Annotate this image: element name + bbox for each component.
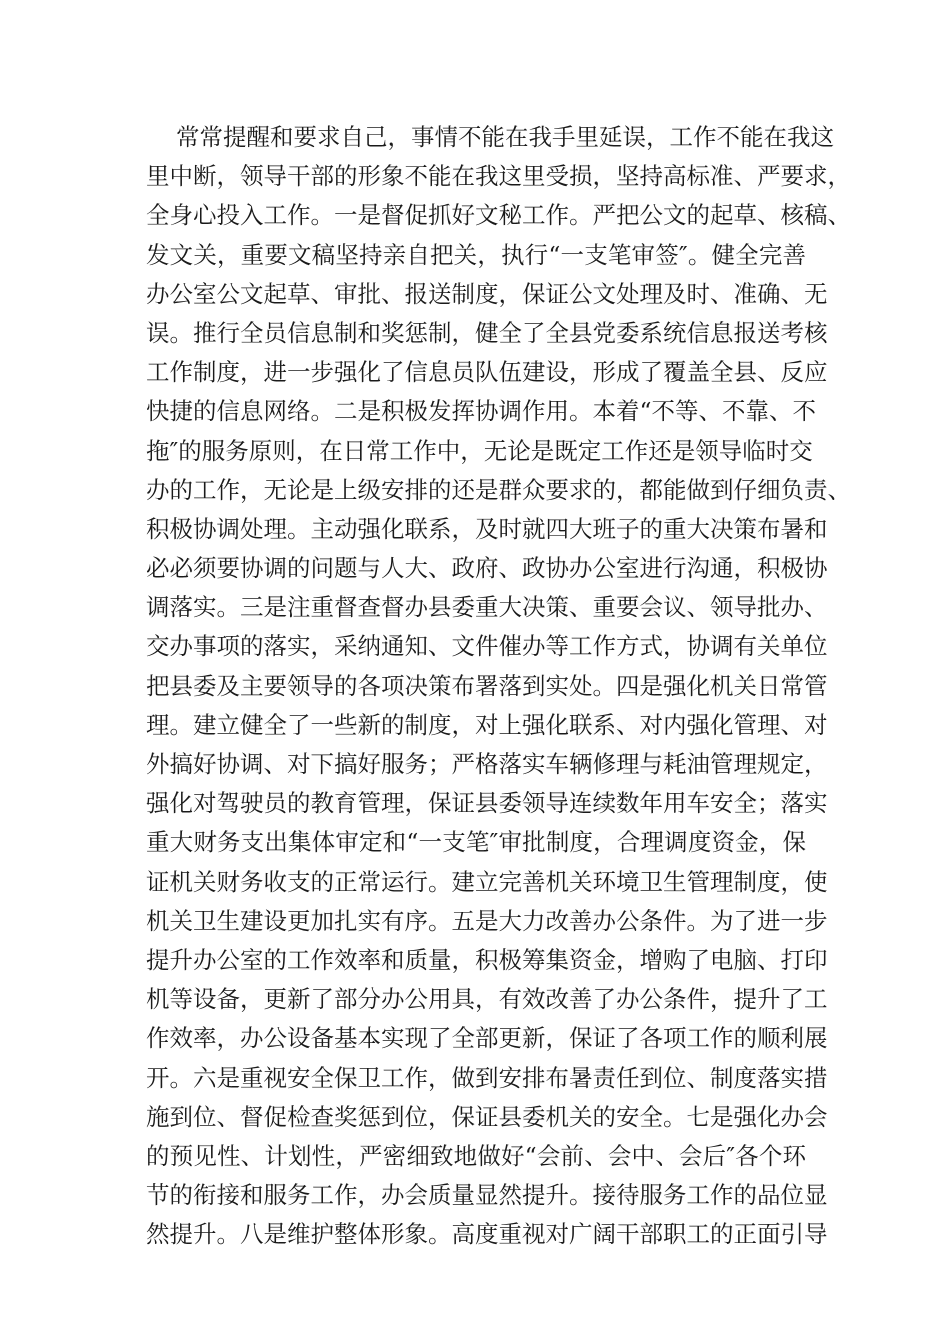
- text-line: 开。六是重视安全保卫工作，做到安排布暑责任到位、制度落实措: [146, 1063, 828, 1092]
- text-line: 发文关，重要文稿坚持亲自把关，执行“一支笔审签″。健全完善: [146, 240, 806, 269]
- text-line: 机关卫生建设更加扎实有序。五是大力改善办公条件。为了进一步: [146, 906, 828, 935]
- text-line: 办的工作，无论是上级安排的还是群众要求的，都能做到仔细负责、: [146, 475, 851, 504]
- text-line: 把县委及主要领导的各项决策布署落到实处。四是强化机关日常管: [146, 671, 828, 700]
- text-line: 常常提醒和要求自己，事情不能在我手里延误，工作不能在我这: [176, 123, 834, 151]
- text-line: 误。推行全员信息制和奖惩制，健全了全县党委系统信息报送考核: [146, 318, 828, 347]
- text-line: 积极协调处理。主动强化联系，及时就四大班子的重大决策布暑和: [146, 514, 828, 543]
- text-line: 施到位、督促检查奖惩到位，保证县委机关的安全。七是强化办会: [146, 1102, 828, 1131]
- text-line: 拖″的服务原则，在日常工作中，无论是既定工作还是领导临时交: [146, 436, 813, 465]
- text-line: 重大财务支出集体审定和“一支笔″审批制度，合理调度资金，保: [146, 828, 806, 857]
- text-line: 节的衔接和服务工作，办会质量显然提升。接待服务工作的品位显: [146, 1181, 828, 1210]
- text-line: 全身心投入工作。一是督促抓好文秘工作。严把公文的起草、核稿、: [146, 201, 851, 230]
- text-line: 必必须要协调的问题与人大、政府、政协办公室进行沟通，积极协: [146, 554, 828, 583]
- text-line: 提升办公室的工作效率和质量，积极筹集资金，增购了电脑、打印: [146, 945, 828, 974]
- text-line: 作效率，办公设备基本实现了全部更新，保证了各项工作的顺利展: [146, 1024, 828, 1053]
- text-line: 交办事项的落实，采纳通知、文件催办等工作方式，协调有关单位: [146, 632, 828, 661]
- text-line: 调落实。三是注重督查督办县委重大决策、重要会议、领导批办、: [146, 593, 828, 622]
- text-line: 外搞好协调、对下搞好服务；严格落实车辆修理与耗油管理规定，: [146, 750, 828, 778]
- text-line: 证机关财务收支的正常运行。建立完善机关环境卫生管理制度，使: [146, 867, 828, 896]
- text-line: 理。建立健全了一些新的制度，对上强化联系、对内强化管理、对: [146, 710, 828, 739]
- text-line: 快捷的信息网络。二是积极发挥协调作用。本着“不等、不靠、不: [146, 397, 817, 426]
- text-line: 的预见性、计划性，严密细致地做好“会前、会中、会后″各个环: [146, 1141, 806, 1170]
- document-body: [146, 118, 851, 1254]
- text-line: 然提升。八是维护整体形象。高度重视对广阔干部职工的正面引导: [146, 1220, 828, 1249]
- text-line: 工作制度，进一步强化了信息员队伍建设，形成了覆盖全县、反应: [146, 358, 828, 387]
- text-line: 办公室公文起草、审批、报送制度，保证公文处理及时、准确、无: [146, 279, 828, 308]
- text-line: 强化对驾驶员的教育管理，保证县委领导连续数年用车安全；落实: [146, 789, 828, 818]
- text-line: 里中断，领导干部的形象不能在我这里受损，坚持高标准、严要求，: [146, 162, 851, 191]
- text-line: 机等设备，更新了部分办公用具，有效改善了办公条件，提升了工: [146, 985, 828, 1014]
